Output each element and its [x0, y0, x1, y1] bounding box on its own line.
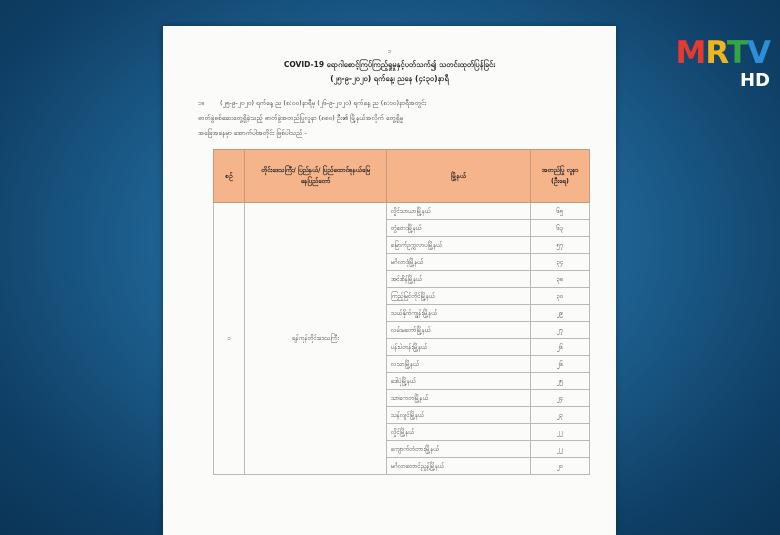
- table-row: [214, 203, 590, 220]
- count-cell: ၃၄: [531, 254, 590, 271]
- count-cell: ၂၉: [531, 305, 590, 322]
- count-cell: ၃၈: [531, 271, 590, 288]
- mrtv-hd-logo: MRTV HD: [670, 38, 770, 90]
- count-cell: ၅၇: [531, 237, 590, 254]
- township-cell: ပန်းပဲတန်းမြို့နယ်: [387, 339, 531, 356]
- township-cell: လှိုင်မြို့နယ်: [387, 424, 531, 441]
- count-cell: ၂၆: [531, 356, 590, 373]
- count-cell: ၂၆: [531, 339, 590, 356]
- township-cell: ကျောက်တံတားမြို့နယ်: [387, 441, 531, 458]
- count-cell: ၆၃: [531, 220, 590, 237]
- row-group-number: ၁: [214, 203, 245, 475]
- township-cell: မင်္ဂလာဒုံမြို့နယ်: [387, 254, 531, 271]
- intro-line-3: အခြေအနေမှာ အောက်ပါအတိုင်း ဖြစ်ပါသည် -: [198, 129, 307, 137]
- document-page: [163, 26, 616, 535]
- township-cell: သယ်နိုက်ကျွန်းမြို့နယ်: [387, 305, 531, 322]
- township-cell: ကြည့်မြင်တိုင်မြို့နယ်: [387, 288, 531, 305]
- header-count: အတည်ပြု လူနာ (ဦးရေ): [531, 150, 590, 203]
- region-cell: ရန်ကုန်တိုင်းဒေသကြီး: [245, 203, 387, 475]
- township-cell: လှိုင်သာယာမြို့နယ်: [387, 203, 531, 220]
- township-cell: အင်းစိန်မြို့နယ်: [387, 271, 531, 288]
- township-cell: လသာမြို့နယ်: [387, 356, 531, 373]
- intro-number: ၁။: [198, 99, 204, 107]
- count-cell: ၃၀: [531, 288, 590, 305]
- count-cell: ၂၂: [531, 424, 590, 441]
- township-cell: သန်လျင်မြို့နယ်: [387, 407, 531, 424]
- count-cell: ၂၀: [531, 458, 590, 475]
- count-cell: ၂၇: [531, 322, 590, 339]
- intro-paragraph: [198, 96, 586, 141]
- intro-line-2: ဓာတ်ခွဲစစ်ဆေးတွေ့ရှိခဲ့သည့် ဓာတ်ခွဲအတည်ပြုလူနာ (၈၈၀) ဦး၏ မြို့နယ်အလိုက် တွေ့ရှိမှု: [198, 114, 404, 122]
- title-line-1: COVID-19 ရောဂါစောင့်ကြပ်ကြည့်ရှုမှုနှင့်ပတ်သက်၍ သတင်းထုတ်ပြန်ခြင်း: [283, 60, 496, 69]
- township-cell: သာကေတမြို့နယ်: [387, 390, 531, 407]
- header-region: တိုင်းဒေသကြီး/ ပြည်နယ်/ ပြည်ထောင်စုနယ်မြေ နေပြည်တော်: [245, 150, 387, 203]
- township-cell: ဒေါပုံမြို့နယ်: [387, 373, 531, 390]
- township-cell: မင်္ဂလာတောင်ညွန့်မြို့နယ်: [387, 458, 531, 475]
- count-cell: ၆၅: [531, 203, 590, 220]
- table-body: [214, 203, 590, 475]
- hd-label: HD: [739, 70, 770, 91]
- township-cell: လမ်းမတော်မြို့နယ်: [387, 322, 531, 339]
- count-cell: ၂၃: [531, 407, 590, 424]
- township-cell: တွံတေးမြို့နယ်: [387, 220, 531, 237]
- count-cell: ၂၄: [531, 390, 590, 407]
- header-no: စဉ်: [214, 150, 245, 203]
- count-cell: ၂၅: [531, 373, 590, 390]
- table-header-row: [214, 150, 590, 203]
- page-number: ၁: [387, 48, 392, 55]
- count-cell: ၂၂: [531, 441, 590, 458]
- case-table: [213, 149, 590, 475]
- title-line-2: (၂၅-၉-၂၀၂၀) ရက်နေ့၊ ညနေ (၄:၃၀)နာရီ: [330, 74, 449, 83]
- intro-line-1: (၂၅-၉-၂၀၂၀) ရက်နေ့ ည (၈:၀၀)နာရီမှ (၂၆-၉-၂၀၂၀) ရက်နေ့ ည (၈:၀၀)နာရီအတွင်း: [220, 99, 427, 107]
- header-township: မြို့နယ်: [387, 150, 531, 203]
- document-title: [183, 58, 596, 86]
- township-cell: မြောက်ဥက္ကလာပမြို့နယ်: [387, 237, 531, 254]
